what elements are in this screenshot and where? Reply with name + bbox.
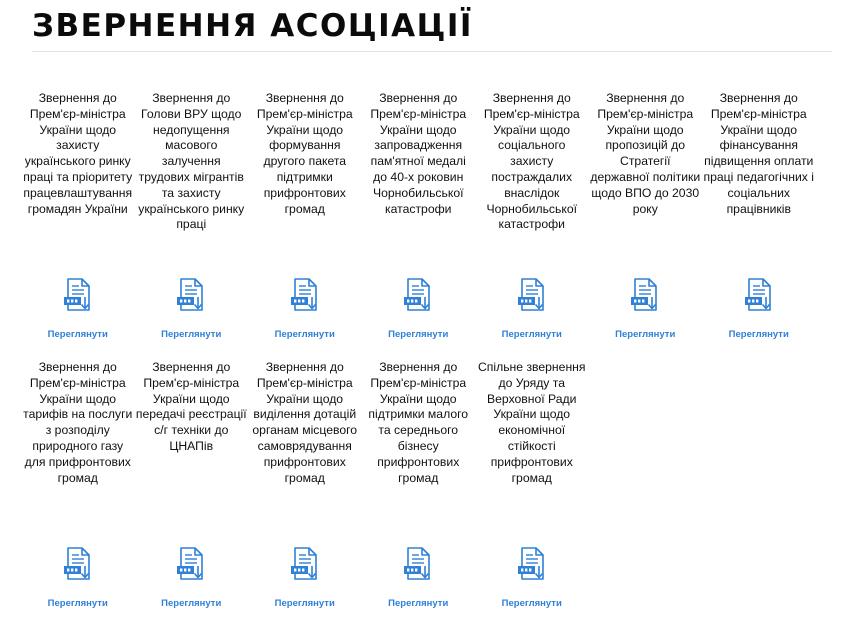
document-card xyxy=(475,91,589,360)
doc-download-icon[interactable] xyxy=(62,277,94,313)
document-title: Звернення до Голови ВРУ щодо недопущення масового залучення трудових мігрантів та захисту українського ринку праці xyxy=(138,91,245,232)
document-card xyxy=(362,91,476,360)
document-title: Звернення до Прем'єр-міністра України щодо формування другого пакета підтримки прифронтових громад xyxy=(256,91,353,216)
doc-download-icon[interactable] xyxy=(175,546,207,582)
doc-download-icon[interactable] xyxy=(289,277,321,313)
view-link[interactable]: Переглянути xyxy=(501,598,562,609)
document-title: Звернення до Прем'єр-міністра України щодо виділення дотацій органам місцевого самоврядування прифронтових громад xyxy=(252,360,358,485)
document-title: Звернення до Прем'єр-міністра України щодо тарифів на послуги з розподілу природного газу для прифронтових громад xyxy=(23,360,133,485)
document-title: Звернення до Прем'єр-міністра України щодо фінансування підвищення оплати праці педагогічних і соціальних працівників xyxy=(703,91,814,216)
document-card xyxy=(589,91,703,360)
view-link[interactable]: Переглянути xyxy=(615,329,676,340)
doc-download-icon[interactable] xyxy=(402,546,434,582)
document-title: Спільне звернення до Уряду та Верховної Ради України щодо економічної стійкості прифронтових громад xyxy=(477,360,586,485)
document-title: Звернення до Прем'єр-міністра України щодо запровадження пам'ятної медалі до 40-х роковин Чорнобильської катастрофи xyxy=(370,91,467,216)
document-card xyxy=(21,91,135,360)
view-link[interactable]: Переглянути xyxy=(47,329,108,340)
view-link[interactable]: Переглянути xyxy=(501,329,562,340)
document-title: Звернення до Прем'єр-міністра України щодо пропозицій до Стратегії державної політики щодо ВПО до 2030 року xyxy=(590,91,701,216)
document-card xyxy=(21,360,135,629)
doc-download-icon[interactable] xyxy=(516,277,548,313)
document-card xyxy=(702,91,816,360)
doc-download-icon[interactable] xyxy=(62,546,94,582)
document-card xyxy=(135,360,249,629)
documents-grid xyxy=(21,91,819,629)
doc-download-icon[interactable] xyxy=(743,277,775,313)
view-link[interactable]: Переглянути xyxy=(274,329,335,340)
header-divider xyxy=(32,51,832,52)
view-link[interactable]: Переглянути xyxy=(388,329,449,340)
document-card xyxy=(248,360,362,629)
view-link[interactable]: Переглянути xyxy=(274,598,335,609)
view-link[interactable]: Переглянути xyxy=(161,329,222,340)
view-link[interactable]: Переглянути xyxy=(47,598,108,609)
document-card xyxy=(135,91,249,360)
view-link[interactable]: Переглянути xyxy=(728,329,789,340)
document-card xyxy=(248,91,362,360)
document-title: Звернення до Прем'єр-міністра України щодо підтримки малого та середнього бізнесу прифронтових громад xyxy=(368,360,469,485)
document-title: Звернення до Прем'єр-міністра України щодо соціального захисту постраждалих внаслідок Чорнобильської катастрофи xyxy=(483,91,580,232)
view-link[interactable]: Переглянути xyxy=(161,598,222,609)
doc-download-icon[interactable] xyxy=(175,277,207,313)
doc-download-icon[interactable] xyxy=(516,546,548,582)
document-card xyxy=(362,360,476,629)
doc-download-icon[interactable] xyxy=(289,546,321,582)
doc-download-icon[interactable] xyxy=(629,277,661,313)
document-title: Звернення до Прем'єр-міністра України щодо захисту українського ринку праці та пріоритету працевлаштування громадян України xyxy=(23,91,133,216)
doc-download-icon[interactable] xyxy=(402,277,434,313)
document-title: Звернення до Прем'єр-міністра України щодо передачі реєстрації с/г техніки до ЦНАПів xyxy=(135,360,247,453)
document-card xyxy=(475,360,589,629)
view-link[interactable]: Переглянути xyxy=(388,598,449,609)
page-title: ЗВЕРНЕННЯ АСОЦІАЦІЇ xyxy=(32,8,473,44)
